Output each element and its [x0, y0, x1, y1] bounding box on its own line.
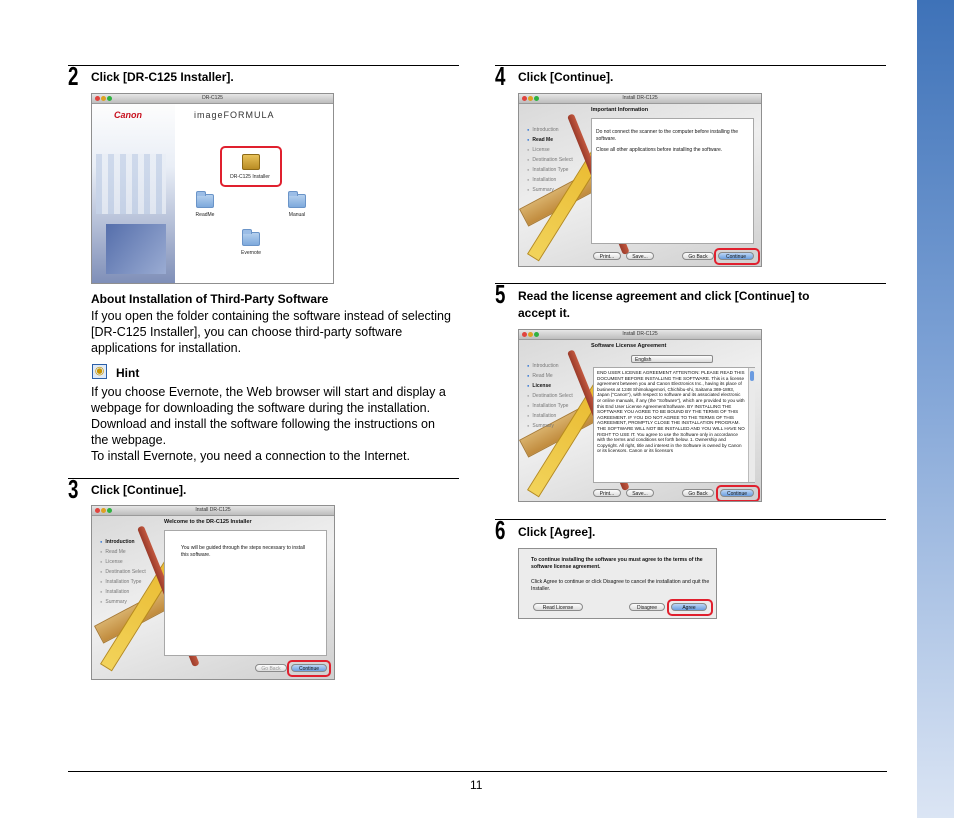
nav-item-installation-type: ● Installation Type [100, 577, 146, 587]
panel-heading: Welcome to the DR-C125 Installer [164, 519, 252, 525]
text-line: To install Evernote, you need a connection to the Internet. [91, 449, 410, 463]
license-scrollbar[interactable] [748, 368, 755, 482]
text-line: [DR-C125 Installer], you can choose third-party software [91, 325, 403, 339]
panel-content [591, 118, 754, 244]
save-button[interactable]: Save... [626, 252, 654, 260]
nav-item-license: ● License [100, 557, 146, 567]
folder-evernote-label[interactable]: Evernote [240, 250, 261, 256]
folder-readme-label[interactable]: ReadMe [195, 212, 215, 218]
text-line: If you choose Evernote, the Web browser will start and display a [91, 385, 446, 399]
continue-button[interactable]: Continue [718, 252, 754, 260]
folder-icon[interactable] [242, 232, 260, 246]
print-button[interactable]: Print... [593, 252, 621, 260]
nav-item-license: ● License [527, 145, 573, 155]
go-back-button[interactable]: Go Back [682, 252, 714, 260]
scanner-graphic [106, 224, 166, 274]
continue-button[interactable]: Continue [720, 489, 754, 497]
title-line: Read the license agreement and click [Continue] to [518, 289, 810, 303]
dialog-body: Click Agree to continue or click Disagree to cancel the installation and quit the Installer. [531, 579, 710, 592]
highlight-callout [287, 660, 331, 677]
nav-item-installation-type: ● Installation Type [527, 401, 573, 411]
step-title: Click [DR-C125 Installer]. [91, 70, 234, 84]
section-subtitle: About Installation of Third-Party Software [91, 292, 329, 306]
footer-divider [68, 771, 887, 772]
step-title: Click [Continue]. [91, 483, 187, 497]
nav-item-destination: ● Destination Select [527, 155, 573, 165]
step-number: 6 [495, 515, 506, 545]
window-titlebar [92, 506, 334, 516]
finder-window [91, 93, 334, 284]
nav-item-installation: ● Installation [100, 587, 146, 597]
about-paragraph [91, 308, 461, 356]
nav-item-introduction: ● Introduction [527, 361, 573, 371]
text-line: applications for installation. [91, 341, 242, 355]
read-license-button[interactable]: Read License [533, 603, 583, 611]
nav-item-summary: ● Summary [527, 421, 573, 431]
nav-item-readme: ● Read Me [100, 547, 146, 557]
hint-paragraph [91, 384, 466, 464]
nav-item-license: ● License [527, 381, 573, 391]
nav-item-destination: ● Destination Select [100, 567, 146, 577]
nav-item-introduction: ● Introduction [527, 125, 573, 135]
step-title: Click [Continue]. [518, 70, 614, 84]
window-title: Install DR-C125 [622, 95, 658, 101]
folder-icon[interactable] [288, 194, 306, 208]
panel-text: You will be guided through the steps necessary to install this software. [181, 545, 306, 558]
imageformula-logo: imageFORMULA [194, 110, 275, 120]
dialog-heading: To continue installing the software you must agree to the terms of the software license agreement. [531, 557, 703, 570]
save-button[interactable]: Save... [626, 489, 654, 497]
window-title: Install DR-C125 [195, 507, 231, 513]
highlight-callout [714, 248, 760, 265]
nav-item-installation-type: ● Installation Type [527, 165, 573, 175]
go-back-button[interactable]: Go Back [682, 489, 714, 497]
installer-window [518, 93, 762, 267]
step-number: 2 [68, 61, 79, 91]
nav-item-introduction: ● Introduction [100, 537, 146, 547]
page-number: 11 [470, 778, 483, 792]
installer-steps-list [527, 361, 573, 431]
window-title: Install DR-C125 [622, 331, 658, 337]
nav-item-destination: ● Destination Select [527, 391, 573, 401]
text-line: webpage for downloading the software during the installation. [91, 401, 431, 415]
highlight-callout [220, 146, 282, 187]
nav-item-summary: ● Summary [527, 185, 573, 195]
go-back-button[interactable]: Go Back [255, 664, 287, 672]
page-side-tab [917, 0, 954, 818]
installer-window [518, 329, 762, 502]
nav-item-installation: ● Installation [527, 411, 573, 421]
disagree-button[interactable]: Disagree [629, 603, 665, 611]
panel-text: Close all other applications before installing the software. [596, 147, 723, 153]
step-divider [495, 65, 886, 66]
installer-window [91, 505, 335, 680]
cover-art-strip [92, 104, 175, 283]
language-select[interactable]: English [631, 355, 713, 363]
window-titlebar [519, 94, 761, 104]
canon-logo: Canon [114, 110, 142, 120]
window-title: DR-C125 [202, 95, 223, 101]
text-line: If you open the folder containing the software instead of selecting [91, 309, 451, 323]
hint-title: Hint [116, 366, 140, 380]
text-line: the webpage. [91, 433, 167, 447]
lightbulb-icon: ◉ [92, 364, 107, 379]
license-text-box[interactable] [593, 367, 755, 483]
highlight-callout [716, 485, 760, 502]
panel-heading: Important Information [591, 107, 649, 113]
installer-label[interactable]: DR-C125 Installer [230, 174, 270, 180]
highlight-callout [667, 599, 713, 616]
document-collage-graphic [96, 154, 166, 214]
panel-content [164, 530, 327, 656]
nav-item-readme: ● Read Me [527, 371, 573, 381]
step-divider [495, 283, 886, 284]
panel-heading: Software License Agreement [591, 343, 667, 349]
nav-item-summary: ● Summary [100, 597, 146, 607]
panel-text: Do not connect the scanner to the computer before installing the software. [596, 129, 739, 142]
step-number: 5 [495, 279, 506, 309]
agree-dialog [518, 548, 717, 619]
installer-steps-list [100, 537, 146, 607]
print-button[interactable]: Print... [593, 489, 621, 497]
continue-button[interactable]: Continue [291, 664, 327, 672]
folder-icon[interactable] [196, 194, 214, 208]
agree-button[interactable]: Agree [671, 603, 707, 611]
window-titlebar [519, 330, 761, 340]
nav-item-readme: ● Read Me [527, 135, 573, 145]
step-title: Click [Agree]. [518, 525, 596, 539]
step-title [518, 288, 809, 322]
step-divider [495, 519, 886, 520]
scroll-thumb[interactable] [750, 371, 754, 381]
text-line: Download and install the software following the instructions on [91, 417, 435, 431]
step-divider [68, 65, 459, 66]
license-text: END USER LICENSE AGREEMENT ATTENTION: PLEASE READ THIS DOCUMENT BEFORE INSTALLING THE SOFTWARE. This is a license agreement between you and Canon Electronics Inc., having its place of business at 1248 Shimokagemori, Chichibu-shi, Saitama 369-1893, Japan ("Canon"), with respect to software and its associated electronic or online manuals, if any (the "Software"), which are provided to you with this End User License Agreement/Software. BY INSTALLING THE SOFTWARE YOU AGREE TO BE BOUND BY THE TERMS OF THIS AGREEMENT. IF YOU DO NOT AGREE TO THE TERMS OF THIS AGREEMENT, PROMPTLY CLOSE THE INSTALLATION PROGRAM. THE SOFTWARE WILL NOT BE INSTALLED AND YOU WILL HAVE NO RIGHT TO USE IT. You agree to use the Software only in accordance with the terms and conditions set forth below. 1. Ownership and Copyright. All right, title and interest in the Software is owned by Canon or its licensors. Canon or its licensors [597, 370, 745, 454]
step-number: 4 [495, 61, 506, 91]
folder-manual-label[interactable]: Manual [288, 212, 306, 218]
window-titlebar [92, 94, 333, 104]
nav-item-installation: ● Installation [527, 175, 573, 185]
step-divider [68, 478, 459, 479]
step-number: 3 [68, 474, 79, 504]
installer-steps-list [527, 125, 573, 195]
title-line: accept it. [518, 306, 571, 320]
